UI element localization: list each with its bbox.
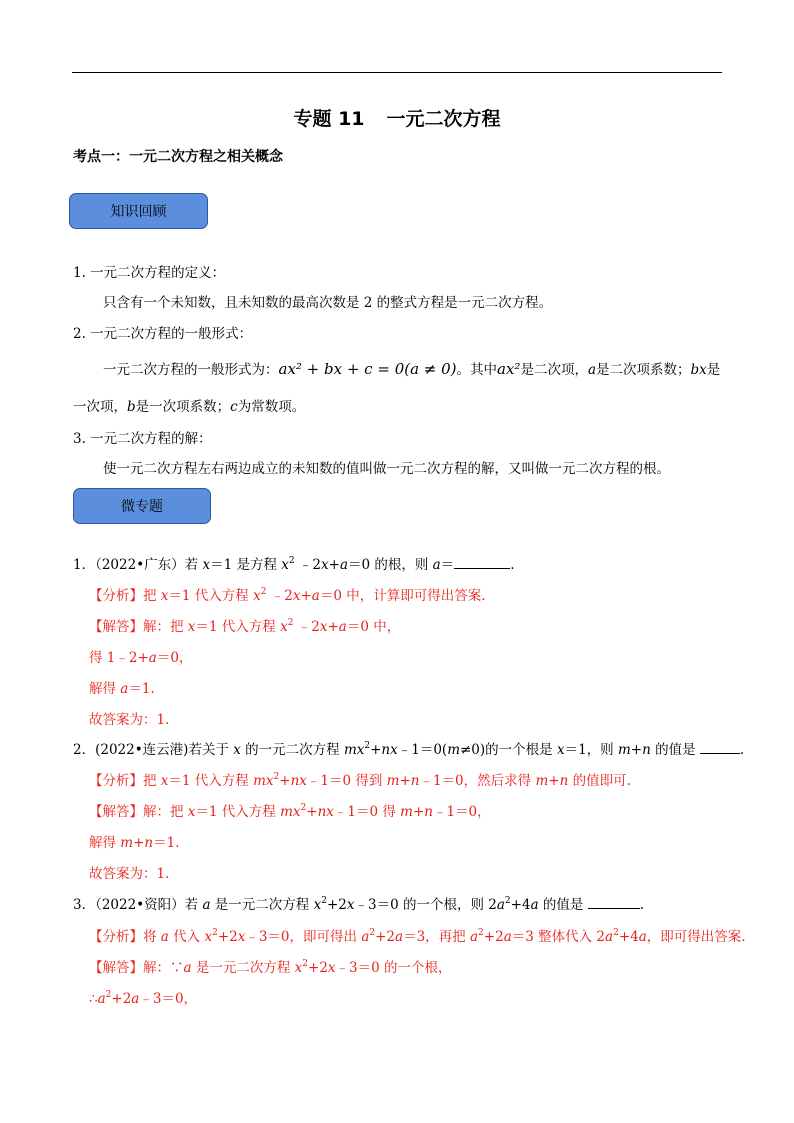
problem-1-analysis: 【分析】把 x＝1 代入方程 $x^2$ ﹣2x+a＝0 中，计算即可得出答案. <box>89 587 486 604</box>
review-item-3-heading: 3. 一元二次方程的解： <box>73 431 212 447</box>
answer-blank[interactable] <box>700 741 740 754</box>
review-item-2-line2: 一次项，b是一次项系数；c为常数项。 <box>73 399 306 415</box>
problem-1-answer: 故答案为：1. <box>89 712 170 728</box>
problem-2-answer: 故答案为：1. <box>89 866 170 882</box>
general-form-formula: ax² + bx + c = 0(a ≠ 0) <box>278 360 457 378</box>
review-item-1-body: 只含有一个未知数，且未知数的最高次数是 2 的整式方程是一元二次方程。 <box>103 295 553 311</box>
problem-3-question: 3．（2022•资阳）若 a 是一元二次方程 $x^2+2x﹣3=0$ 的一个根，则 $2a^2+4a$ 的值是 . <box>73 896 645 913</box>
header-rule <box>72 72 722 73</box>
problem-2-step-2: 解得 m+n＝1. <box>89 835 180 851</box>
review-item-2-line1: 一元二次方程的一般形式为：ax² + bx + c = 0(a ≠ 0)。其中ax²是二次项，a是二次项系数；bx是 <box>103 360 721 378</box>
knowledge-review-button[interactable]: 知识回顾 <box>69 193 208 229</box>
review-item-3-body: 使一元二次方程左右两边成立的未知数的值叫做一元二次方程的解，又叫做一元二次方程的根。 <box>103 461 670 477</box>
problem-1-question: 1．（2022•广东）若 x＝1 是方程 $x^2$ ﹣2x+a＝0 的根，则 a＝ . <box>73 556 515 573</box>
problem-1-solution: 【解答】解：把 x＝1 代入方程 $x^2$ ﹣2x+a＝0 中， <box>89 618 401 635</box>
problem-3-solution: 【解答】解：∵a 是一元二次方程 $x^2+2x﹣3=0$ 的一个根， <box>89 959 452 976</box>
problem-1-step-2: 得 1﹣2+a＝0， <box>89 650 193 666</box>
page-title: 专题 11 一元二次方程 <box>293 108 501 130</box>
answer-blank[interactable] <box>454 556 510 569</box>
problem-2-analysis: 【分析】把 x＝1 代入方程 $mx^2+nx﹣1=0$ 得到 m+n﹣1＝0，然后求得 m+n 的值即可. <box>89 772 631 789</box>
micro-topic-button[interactable]: 微专题 <box>73 488 211 524</box>
review-item-2-heading: 2. 一元二次方程的一般形式： <box>73 326 253 342</box>
review-item-1-heading: 1. 一元二次方程的定义： <box>73 265 226 281</box>
problem-1-step-3: 解得 a＝1. <box>89 681 155 697</box>
problem-3-step-2: $\therefore a^2+2a﹣3=0$， <box>89 990 198 1007</box>
problem-2-solution: 【解答】解：把 x＝1 代入方程 $mx^2+nx﹣1=0$ 得 m+n﹣1＝0， <box>89 803 491 820</box>
answer-blank[interactable] <box>588 896 640 909</box>
problem-2-question: 2．(2022•连云港)若关于 x 的一元二次方程 $mx^2+nx﹣1=0(m\ne 0)$的一个根是 x＝1，则 m+n 的值是 . <box>73 741 745 758</box>
problem-3-analysis: 【分析】将 a 代入 $x^2+2x﹣3=0$，即可得出 $a^2+2a=3$，再把 $a^2+2a=3$ 整体代入 $2a^2+4a$，即可得出答案. <box>89 928 746 945</box>
section-heading: 考点一：一元二次方程之相关概念 <box>73 149 283 165</box>
